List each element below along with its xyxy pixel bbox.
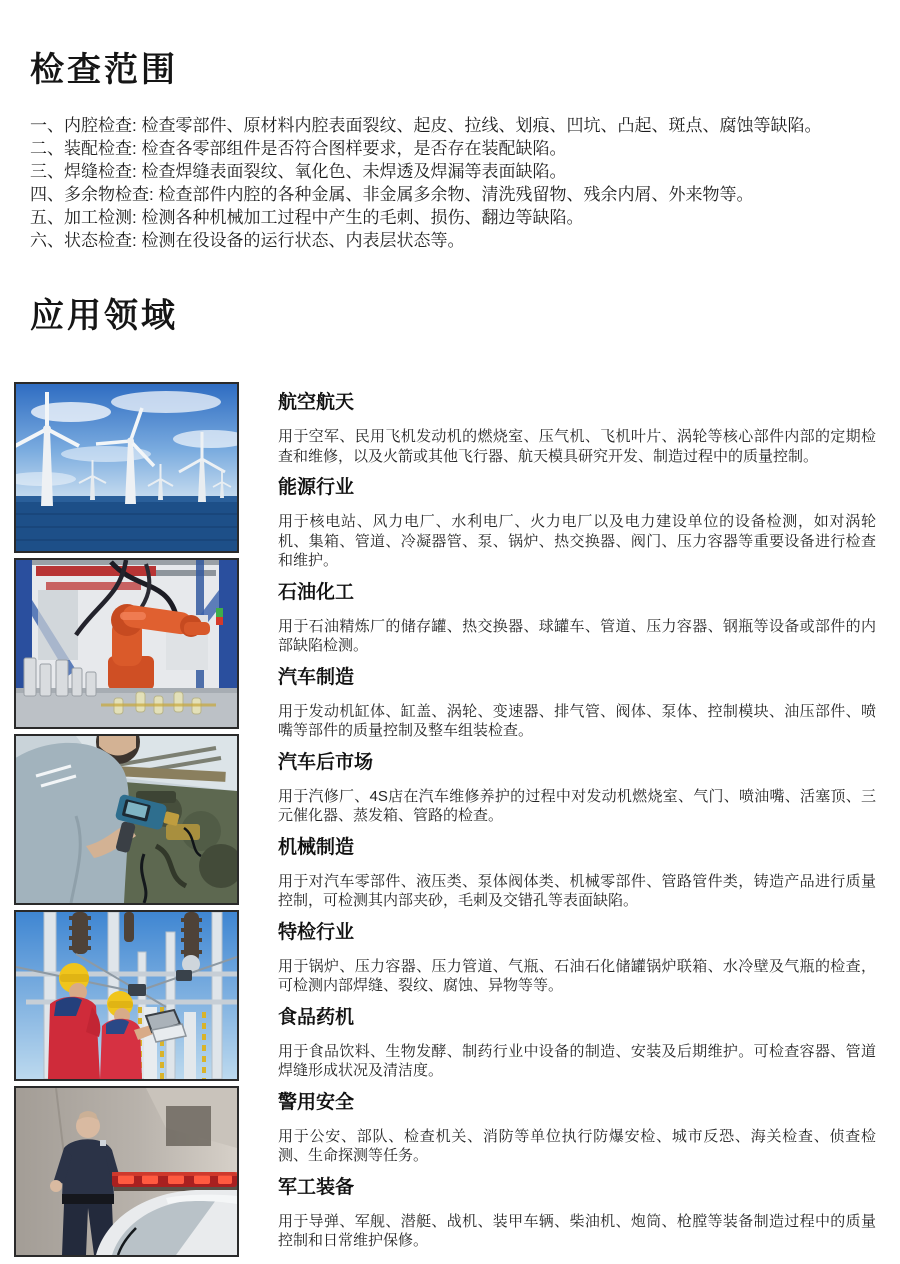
app-text-police-security: 用于公安、部队、检查机关、消防等单位执行防爆安检、城市反恐、海关检查、侦查检测、生命探测等任务。 bbox=[278, 1127, 876, 1164]
app-section-special-inspection bbox=[278, 922, 876, 996]
app-text-food-pharma: 用于食品饮料、生物发酵、制药行业中设备的制造、安装及后期维护。可检查容器、管道焊缝形成状况及清洁度。 bbox=[278, 1042, 876, 1079]
app-section-auto-manufacturing bbox=[278, 667, 876, 741]
inspection-scope-title: 检查范围 bbox=[30, 51, 178, 89]
police-illustration bbox=[16, 1088, 237, 1255]
app-text-auto-manufacturing: 用于发动机缸体、缸盖、涡轮、变速器、排气管、阀体、泵体、控制模块、油压部件、喷嘴等部件的质量控制及整车组装检查。 bbox=[278, 702, 876, 739]
app-heading-military: 军工装备 bbox=[278, 1176, 355, 1198]
wind-farm-illustration bbox=[16, 384, 237, 551]
app-heading-petrochemical: 石油化工 bbox=[278, 581, 355, 603]
app-heading-auto-aftermarket: 汽车后市场 bbox=[278, 751, 374, 773]
app-section-police-security bbox=[278, 1092, 876, 1166]
application-fields-title: 应用领域 bbox=[30, 297, 178, 335]
app-section-energy bbox=[278, 477, 876, 571]
app-section-food-pharma bbox=[278, 1007, 876, 1081]
app-text-petrochemical: 用于石油精炼厂的储存罐、热交换器、球罐车、管道、压力容器、钢瓶等设备或部件的内部缺陷检测。 bbox=[278, 617, 876, 654]
app-heading-machinery: 机械制造 bbox=[278, 836, 355, 858]
scope-item-3: 三、焊缝检查: 检查焊缝表面裂纹、氧化色、未焊透及焊漏等表面缺陷。 bbox=[30, 162, 567, 181]
app-text-military: 用于导弹、军舰、潜艇、战机、装甲车辆、柴油机、炮筒、枪膛等装备制造过程中的质量控制和日常维护保修。 bbox=[278, 1212, 876, 1249]
app-text-auto-aftermarket: 用于汽修厂、4S店在汽车维修养护的过程中对发动机燃烧室、气门、喷油嘴、活塞顶、三元催化器、蒸发箱、管路的检查。 bbox=[278, 787, 876, 824]
inspection-scope-section bbox=[0, 0, 900, 252]
app-section-auto-aftermarket bbox=[278, 752, 876, 826]
car-engine-borescope-inspection-photo bbox=[14, 734, 239, 905]
app-heading-aerospace: 航空航天 bbox=[278, 392, 355, 413]
app-text-energy: 用于核电站、风力电厂、水利电厂、火力电厂以及电力建设单位的设备检测，如对涡轮机、集箱、管道、冷凝器管、泵、锅炉、热交换器、阀门、压力容器等重要设备进行检查和维护。 bbox=[278, 513, 876, 569]
scope-item-5: 五、加工检测: 检测各种机械加工过程中产生的毛刺、损伤、翻边等缺陷。 bbox=[30, 208, 584, 227]
app-section-aerospace bbox=[278, 392, 876, 466]
scope-item-1: 一、内腔检查: 检查零部件、原材料内腔表面裂纹、起皮、拉线、划痕、凹坑、凸起、斑点、腐蚀等缺陷。 bbox=[30, 116, 822, 135]
robot-arm-illustration bbox=[16, 560, 237, 727]
scope-item-6: 六、状态检查: 检测在役设备的运行状态、内表层状态等。 bbox=[30, 231, 465, 250]
application-fields-section bbox=[0, 296, 900, 1262]
app-heading-auto-manufacturing: 汽车制造 bbox=[278, 666, 355, 688]
app-heading-food-pharma: 食品药机 bbox=[278, 1006, 355, 1028]
app-section-military bbox=[278, 1177, 876, 1251]
app-heading-police-security: 警用安全 bbox=[278, 1091, 355, 1113]
police-officer-patrol-car-photo bbox=[14, 1086, 239, 1257]
app-text-special-inspection: 用于锅炉、压力容器、压力管道、气瓶、石油石化储罐锅炉联箱、水冷壁及气瓶的检查，可检测内部焊缝、裂纹、腐蚀、异物等等。 bbox=[278, 957, 876, 994]
app-heading-special-inspection: 特检行业 bbox=[278, 921, 355, 943]
application-text-column bbox=[239, 382, 878, 1262]
substation-illustration bbox=[16, 912, 237, 1079]
offshore-wind-turbines-photo bbox=[14, 382, 239, 553]
borescope-inspection-illustration bbox=[16, 736, 237, 903]
photo-column bbox=[14, 382, 239, 1257]
app-section-petrochemical bbox=[278, 582, 876, 656]
app-heading-energy: 能源行业 bbox=[278, 477, 355, 498]
scope-item-2: 二、装配检查: 检查各零部组件是否符合图样要求，是否存在装配缺陷。 bbox=[30, 139, 567, 158]
scope-item-4: 四、多余物检查: 检查部件内腔的各种金属、非金属多余物、清洗残留物、残余内屑、外来物等。 bbox=[30, 185, 754, 204]
application-fields-body bbox=[0, 382, 888, 1262]
app-text-aerospace: 用于空军、民用飞机发动机的燃烧室、压气机、飞机叶片、涡轮等核心部件内部的定期检查和维修，以及火箭或其他飞行器、航天模具研究开发、制造过程中的质量控制。 bbox=[278, 428, 876, 465]
factory-robot-arm-photo bbox=[14, 558, 239, 729]
substation-workers-photo bbox=[14, 910, 239, 1081]
app-section-machinery bbox=[278, 837, 876, 911]
app-text-machinery: 用于对汽车零部件、液压类、泵体阀体类、机械零部件、管路管件类，铸造产品进行质量控制，可检测其内部夹砂，毛刺及交错孔等表面缺陷。 bbox=[278, 872, 876, 909]
inspection-scope-list bbox=[30, 114, 888, 252]
